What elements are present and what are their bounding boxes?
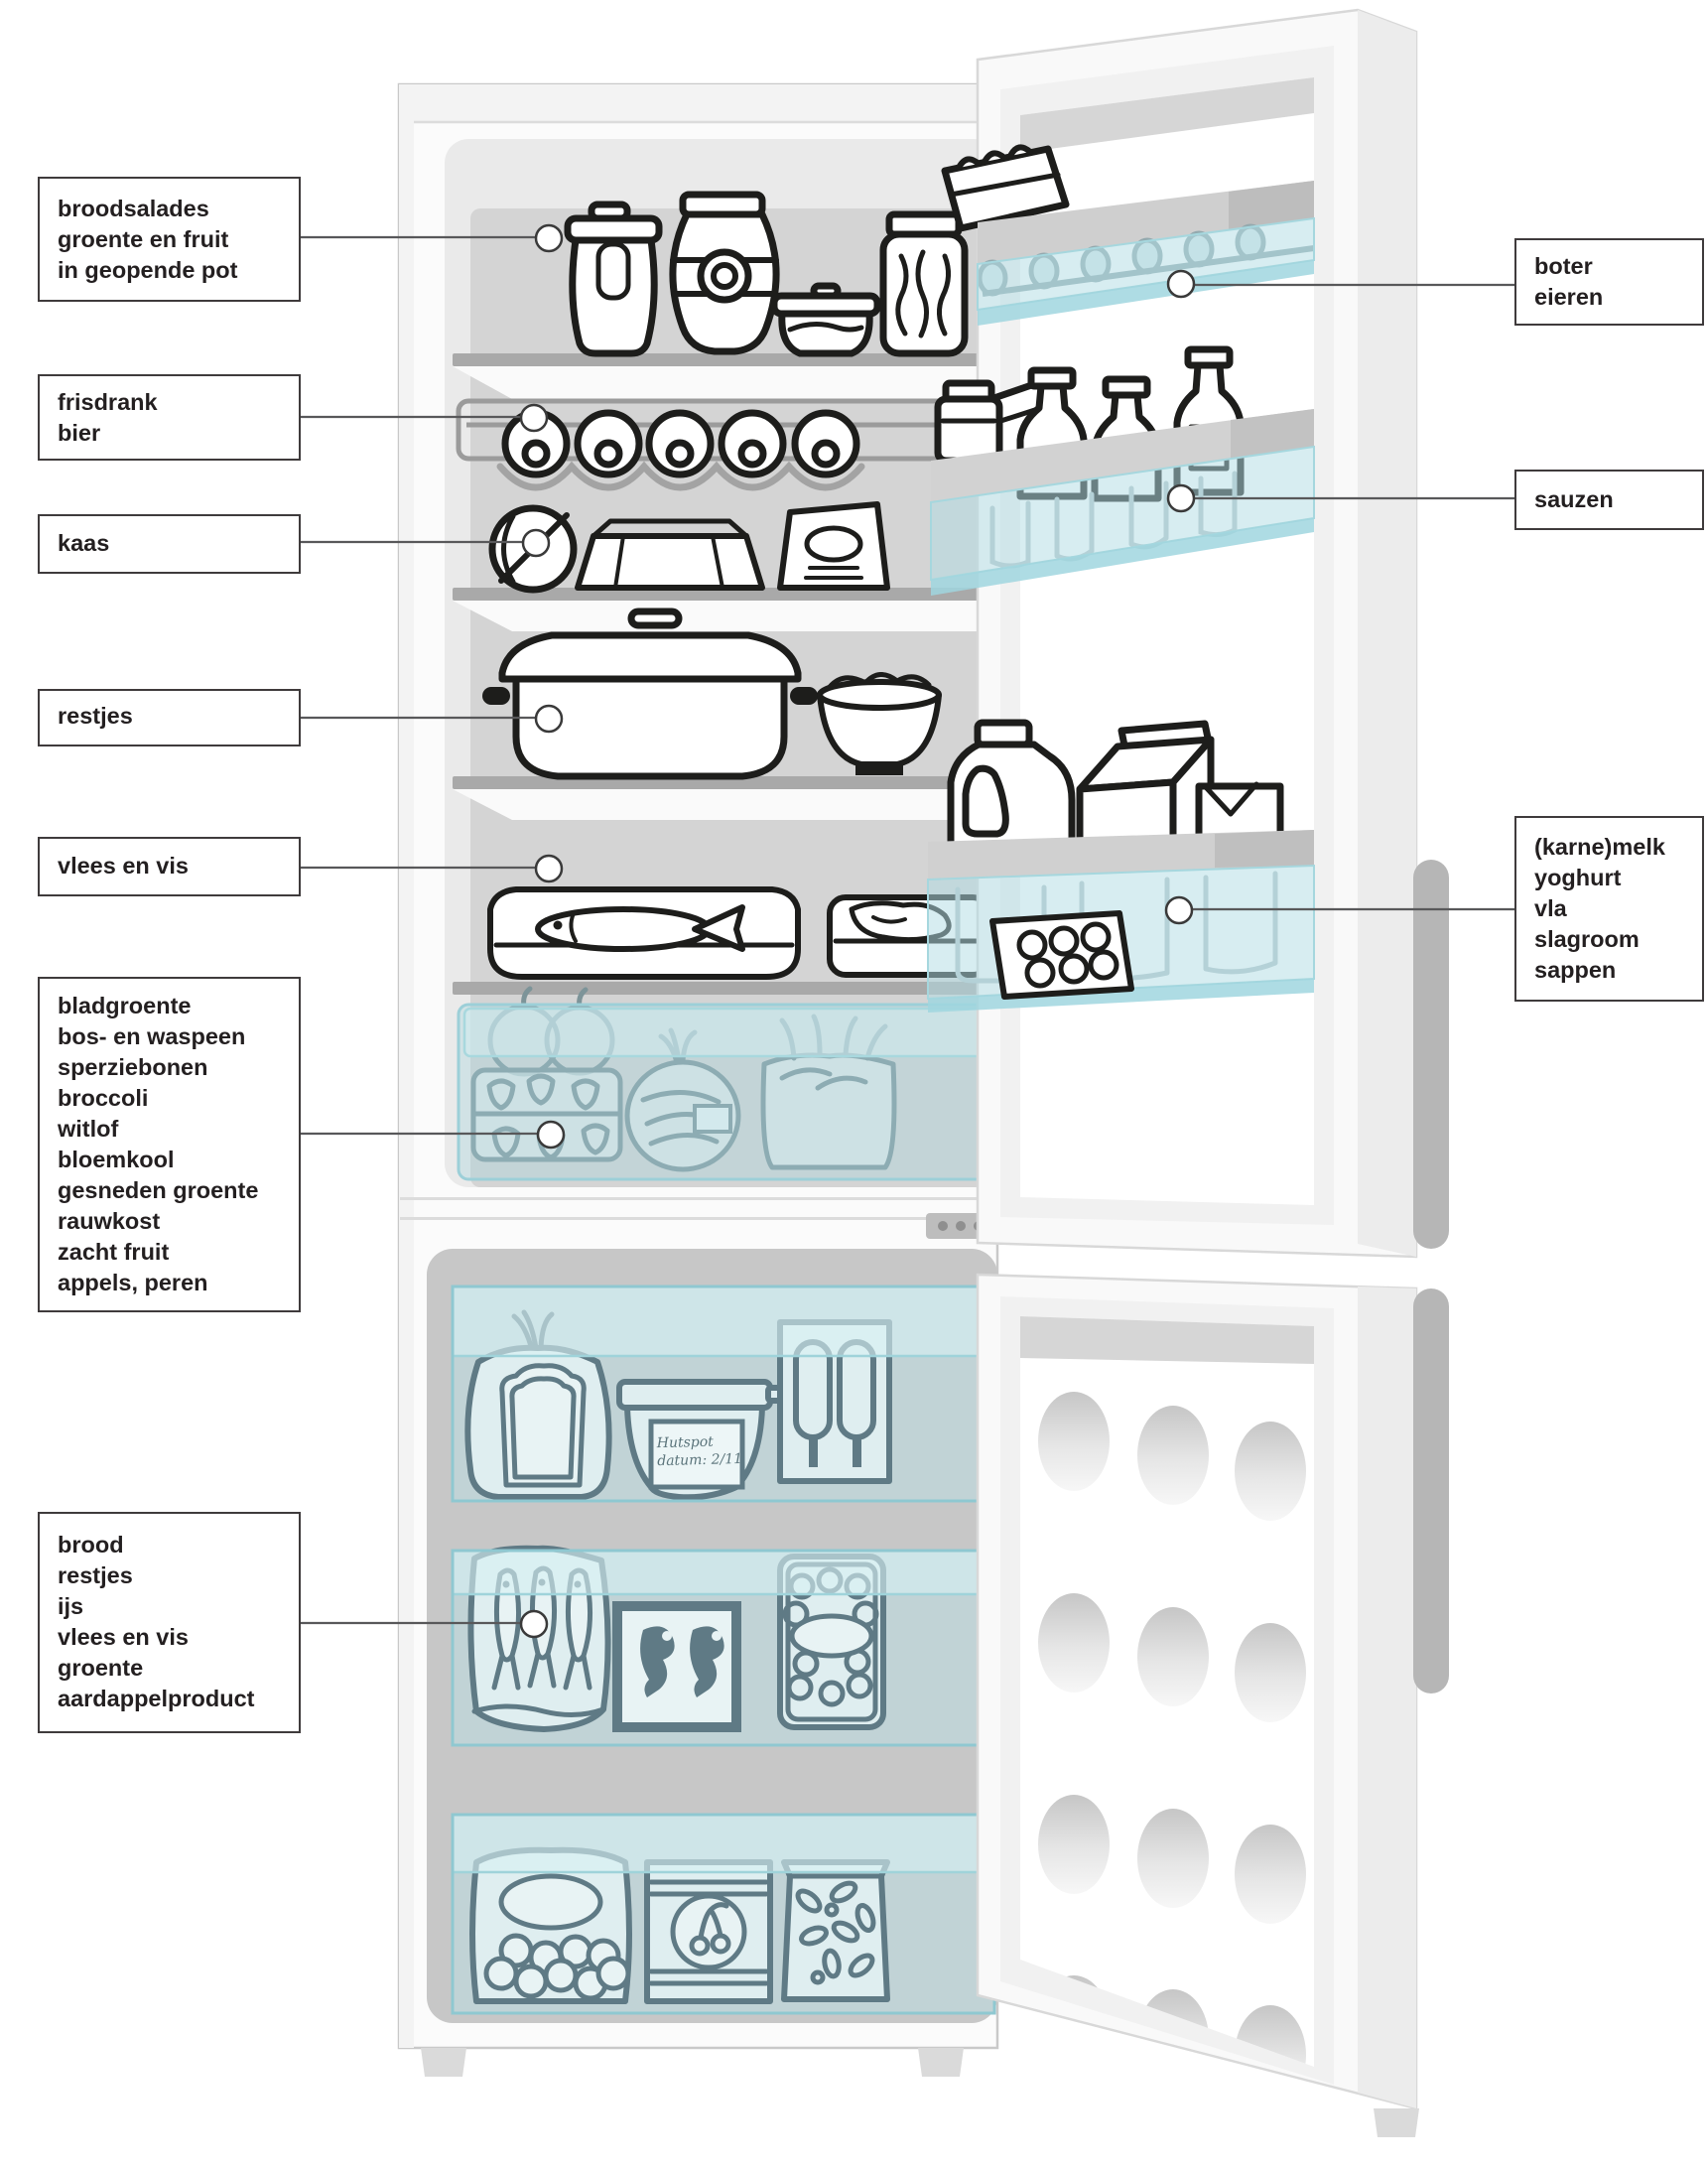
label-cheese <box>38 514 301 574</box>
mustard-jar-icon <box>938 383 999 461</box>
label-line: witlof <box>58 1116 119 1142</box>
label-line: groente <box>58 1655 144 1681</box>
nuts-bag-icon <box>784 1862 887 1999</box>
freezer-drawer-bottom <box>453 1815 994 2013</box>
fridge-interior <box>445 139 997 1187</box>
label-line: restjes <box>58 1562 133 1588</box>
label-bottle-rack <box>38 374 301 461</box>
label-line: rauwkost <box>58 1208 161 1234</box>
label-line: bloemkool <box>58 1147 175 1172</box>
cherry-box-icon <box>647 1862 770 2001</box>
cheese-slices-icon <box>780 504 887 588</box>
callout-dot-sauces <box>1168 485 1194 511</box>
label-dairy <box>1514 816 1704 1002</box>
crock-pot-icon <box>673 195 776 351</box>
callout-dot-leftovers <box>536 706 562 732</box>
drawer-lid <box>453 1551 994 1594</box>
callout-dot-cheese <box>523 530 549 556</box>
label-line: ijs <box>58 1593 84 1619</box>
drawer-lid <box>453 1815 994 1872</box>
top-shelf-items <box>568 195 965 353</box>
container-label-line: Hutspot <box>656 1433 715 1452</box>
cabinet-left-band <box>399 84 414 2048</box>
callout-dot-meat-fish <box>536 856 562 881</box>
label-line: bier <box>58 420 101 446</box>
label-line: vlees en vis <box>58 853 189 879</box>
label-meat-fish <box>38 837 301 896</box>
pickle-jar-icon <box>883 214 965 353</box>
label-line: aardappelproduct <box>58 1686 255 1711</box>
drawer-lid <box>464 1009 991 1056</box>
callout-dot-freezer <box>521 1611 547 1637</box>
bottles-on-side <box>505 413 856 474</box>
freezer-interior <box>427 1249 997 2023</box>
label-vegetable-drawer <box>38 977 301 1312</box>
label-butter-eggs <box>1514 238 1704 326</box>
callout-dot-bottle-rack <box>521 405 547 431</box>
salami-pack-icon <box>992 913 1131 997</box>
freezer-drawer-top <box>453 1287 994 1501</box>
shrimp-box-icon <box>617 1606 736 1727</box>
label-line: slagroom <box>1534 926 1640 952</box>
label-line: (karne)melk <box>1534 834 1665 860</box>
fridge-door-handle[interactable] <box>1413 860 1449 1249</box>
callout-dot-dairy <box>1166 897 1192 923</box>
freezer-container-label <box>657 1432 747 1470</box>
label-line: gesneden groente <box>58 1177 259 1203</box>
fridge-foot-right <box>918 2048 964 2077</box>
callout-dot-butter-eggs <box>1168 271 1194 297</box>
label-line: sperziebonen <box>58 1054 208 1080</box>
callout-dot-top-shelf <box>536 225 562 251</box>
freezer-door-handle[interactable] <box>1413 1288 1449 1694</box>
label-line: yoghurt <box>1534 865 1622 890</box>
label-line: frisdrank <box>58 389 158 415</box>
fridge-foot-left <box>421 2048 466 2077</box>
drawer-lid <box>453 1287 994 1356</box>
vegetable-drawer <box>459 989 997 1179</box>
callout-dot-vegetable-drawer <box>538 1122 564 1148</box>
label-line: restjes <box>58 703 133 729</box>
label-leftovers <box>38 689 301 746</box>
label-line: broodsalades <box>58 196 209 221</box>
clamp-jar-icon <box>568 204 659 353</box>
label-line: zacht fruit <box>58 1239 170 1265</box>
label-line: appels, peren <box>58 1270 208 1295</box>
label-freezer <box>38 1512 301 1733</box>
label-line: groente en fruit <box>58 226 229 252</box>
container-label-line: datum: 2/11 <box>657 1450 743 1470</box>
label-line: sauzen <box>1534 486 1614 512</box>
label-line: eieren <box>1534 284 1604 310</box>
freezer-drawer-middle <box>453 1549 994 1745</box>
label-line: brood <box>58 1532 124 1558</box>
fish-tray-icon <box>490 889 798 977</box>
label-line: in geopende pot <box>58 257 238 283</box>
label-line: kaas <box>58 530 110 556</box>
cabinet-top-band <box>399 84 997 122</box>
freezer-door-foot <box>1374 2108 1419 2137</box>
label-line: broccoli <box>58 1085 149 1111</box>
fridge-door <box>928 10 1449 1257</box>
freezer-door <box>978 1275 1449 2137</box>
label-line: boter <box>1534 253 1593 279</box>
label-line: bladgroente <box>58 993 192 1018</box>
meat-fish-shelf-items <box>490 889 988 977</box>
label-line: bos- en waspeen <box>58 1023 246 1049</box>
label-line: sappen <box>1534 957 1617 983</box>
lidded-tub-icon <box>774 286 877 353</box>
label-sauces <box>1514 470 1704 530</box>
label-line: vlees en vis <box>58 1624 189 1650</box>
label-top-shelf <box>38 177 301 302</box>
label-line: vla <box>1534 895 1567 921</box>
